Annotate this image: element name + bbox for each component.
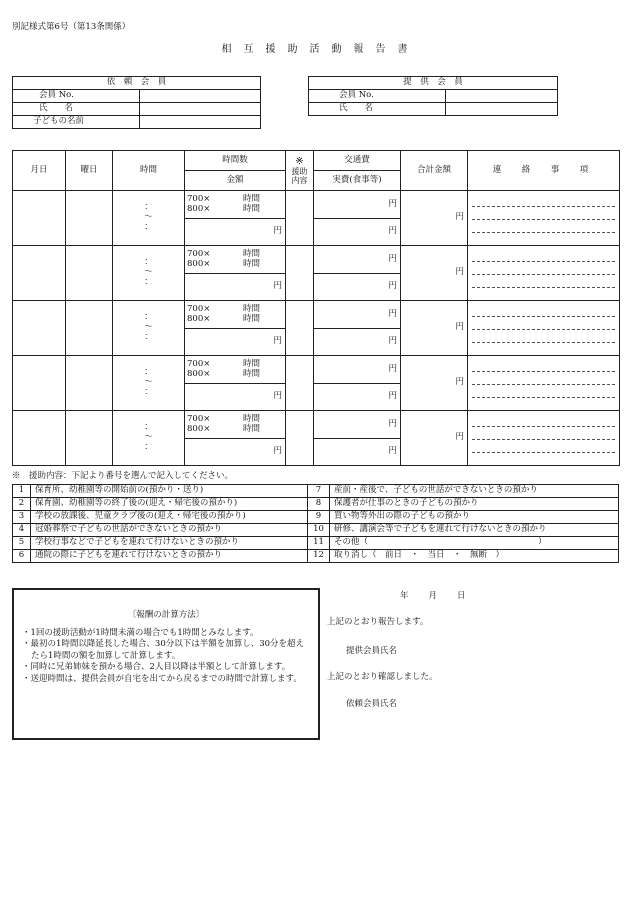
activity-row xyxy=(13,356,620,384)
transport-cell[interactable] xyxy=(314,411,401,439)
weekday-cell[interactable] xyxy=(66,356,113,411)
time-start: ： xyxy=(144,367,153,378)
option-row xyxy=(13,537,619,550)
yen-unit: 円 xyxy=(388,363,397,374)
total-cell[interactable] xyxy=(401,246,468,301)
total-cell[interactable] xyxy=(401,356,468,411)
provider-name-label: 氏 名 xyxy=(309,103,446,116)
notes-cell[interactable] xyxy=(468,301,620,356)
option-no: 4 xyxy=(13,524,31,537)
yen-unit: 円 xyxy=(273,446,282,457)
calc-item: ・最初の1時間以降延長した場合、30分以下は半額を加算し、30分を超えたら1時間の額を加算して計算します。 xyxy=(22,639,305,661)
yen-unit: 円 xyxy=(388,418,397,429)
requester-member-no-field[interactable] xyxy=(140,90,261,103)
calc-item: ・同時に兄弟姉妹を預かる場合、2人目以降は半額として計算します。 xyxy=(22,662,291,673)
total-cell[interactable] xyxy=(401,191,468,246)
col-amount: 金額 xyxy=(185,171,286,191)
option-row xyxy=(13,511,619,524)
rate-800: 800× xyxy=(187,423,211,434)
col-time: 時間 xyxy=(113,151,185,191)
time-end: ： xyxy=(144,331,153,342)
col-weekday: 曜日 xyxy=(66,151,113,191)
support-options-table xyxy=(12,484,619,563)
amount-cell[interactable] xyxy=(185,439,286,466)
rate-700: 700× xyxy=(187,358,211,369)
hours-unit: 時間 xyxy=(243,313,261,324)
yen-unit: 円 xyxy=(388,336,397,347)
time-start: ： xyxy=(144,312,153,323)
hours-unit: 時間 xyxy=(243,303,261,314)
yen-unit: 円 xyxy=(388,391,397,402)
yen-unit: 円 xyxy=(455,377,464,388)
actual-cost-cell[interactable] xyxy=(314,219,401,246)
amount-cell[interactable] xyxy=(185,219,286,246)
amount-cell[interactable] xyxy=(185,384,286,411)
time-tilde: ～ xyxy=(144,377,153,388)
option-text: 研修、講演会等で子どもを連れて行けないときの預かり xyxy=(330,524,619,537)
provider-member-no-field[interactable] xyxy=(446,90,558,103)
support-cell[interactable] xyxy=(286,301,314,356)
page-title: 相 互 援 助 活 動 報 告 書 xyxy=(221,44,409,55)
yen-unit: 円 xyxy=(273,281,282,292)
hours-cell[interactable] xyxy=(185,356,286,384)
calc-method-box xyxy=(12,588,320,740)
rate-800: 800× xyxy=(187,203,211,214)
provider-signature-label: 提供会員氏名 xyxy=(346,646,398,656)
option-text: その他（ ） xyxy=(330,537,619,550)
calc-list xyxy=(22,628,310,685)
time-start: ： xyxy=(144,202,153,213)
option-row xyxy=(13,485,619,498)
time-tilde: ～ xyxy=(144,267,153,278)
amount-cell[interactable] xyxy=(185,329,286,356)
actual-cost-cell[interactable] xyxy=(314,329,401,356)
option-text: 冠婚葬祭で子どもの世話ができないときの預かり xyxy=(31,524,308,537)
time-end: ： xyxy=(144,386,153,397)
option-no: 8 xyxy=(308,498,330,511)
weekday-cell[interactable] xyxy=(66,411,113,466)
support-cell[interactable] xyxy=(286,411,314,466)
option-text: 産前・産後で、子どもの世話ができないときの預かり xyxy=(330,485,619,498)
col-actual-cost: 実費(食事等) xyxy=(314,171,401,191)
option-no: 9 xyxy=(308,511,330,524)
option-text: 保護者が仕事のときの子どもの預かり xyxy=(330,498,619,511)
time-cell[interactable] xyxy=(113,246,185,301)
option-no: 7 xyxy=(308,485,330,498)
option-text: 保育所、幼稚園等の開始前の(預かり・送り) xyxy=(31,485,308,498)
requester-name-field[interactable] xyxy=(140,103,261,116)
actual-cost-cell[interactable] xyxy=(314,439,401,466)
support-cell[interactable] xyxy=(286,356,314,411)
hours-unit: 時間 xyxy=(243,358,261,369)
activity-row xyxy=(13,246,620,274)
form-code: 別記様式第6号（第13条関係） xyxy=(12,22,131,32)
provider-table xyxy=(308,76,558,116)
col-support-label: 援助内容 xyxy=(291,167,308,186)
requester-signature-label: 依頼会員氏名 xyxy=(346,699,398,709)
notes-cell[interactable] xyxy=(468,411,620,466)
hours-unit: 時間 xyxy=(243,248,261,259)
date-cell[interactable] xyxy=(13,246,66,301)
time-cell[interactable] xyxy=(113,411,185,466)
calc-item: ・送迎時間は、提供会員が自宅を出てから戻るまでの時間で計算します。 xyxy=(22,673,302,684)
amount-cell[interactable] xyxy=(185,274,286,301)
date-cell[interactable] xyxy=(13,301,66,356)
yen-unit: 円 xyxy=(388,198,397,209)
col-transport: 交通費 xyxy=(314,151,401,171)
confirm-statement: 上記のとおり確認しました。 xyxy=(327,672,438,682)
col-support-mark: ※ xyxy=(295,155,304,167)
option-text: 学校行事などで子どもを連れて行けないときの預かり xyxy=(31,537,308,550)
weekday-cell[interactable] xyxy=(66,246,113,301)
option-no: 12 xyxy=(308,550,330,563)
rate-700: 700× xyxy=(187,413,211,424)
transport-cell[interactable] xyxy=(314,301,401,329)
date-cell[interactable] xyxy=(13,356,66,411)
time-tilde: ～ xyxy=(144,322,153,333)
hours-cell[interactable] xyxy=(185,411,286,439)
yen-unit: 円 xyxy=(388,308,397,319)
report-date: 年 月 日 xyxy=(400,591,467,601)
hours-unit: 時間 xyxy=(243,368,261,379)
rate-700: 700× xyxy=(187,303,211,314)
actual-cost-cell[interactable] xyxy=(314,274,401,301)
time-end: ： xyxy=(144,276,153,287)
option-no: 6 xyxy=(13,550,31,563)
requester-table xyxy=(12,76,261,129)
yen-unit: 円 xyxy=(455,212,464,223)
notes-cell[interactable] xyxy=(468,356,620,411)
weekday-cell[interactable] xyxy=(66,191,113,246)
rate-700: 700× xyxy=(187,248,211,259)
hours-cell[interactable] xyxy=(185,191,286,219)
total-cell[interactable] xyxy=(401,411,468,466)
date-cell[interactable] xyxy=(13,411,66,466)
yen-unit: 円 xyxy=(388,226,397,237)
col-date: 月日 xyxy=(13,151,66,191)
option-text: 取り消し（ 前日 ・ 当日 ・ 無断 ） xyxy=(330,550,619,563)
provider-name-field[interactable] xyxy=(446,103,558,116)
option-no: 10 xyxy=(308,524,330,537)
requester-member-no-label: 会員 No. xyxy=(13,90,140,103)
option-row xyxy=(13,498,619,511)
yen-unit: 円 xyxy=(388,446,397,457)
date-cell[interactable] xyxy=(13,191,66,246)
activity-row xyxy=(13,411,620,439)
activity-table xyxy=(12,150,620,466)
hours-unit: 時間 xyxy=(243,423,261,434)
option-text: 保育園、幼稚園等の終了後の(迎え・帰宅後の預かり) xyxy=(31,498,308,511)
rate-800: 800× xyxy=(187,368,211,379)
time-tilde: ～ xyxy=(144,212,153,223)
time-cell[interactable] xyxy=(113,191,185,246)
yen-unit: 円 xyxy=(273,391,282,402)
provider-member-no-label: 会員 No. xyxy=(309,90,446,103)
col-total: 合計金額 xyxy=(401,151,468,191)
option-row xyxy=(13,524,619,537)
yen-unit: 円 xyxy=(273,336,282,347)
rate-800: 800× xyxy=(187,258,211,269)
calc-item: ・1回の援助活動が1時間未満の場合でも1時間とみなします。 xyxy=(22,628,259,638)
weekday-cell[interactable] xyxy=(66,301,113,356)
time-end: ： xyxy=(144,441,153,452)
option-text: 通院の際に子どもを連れて行けないときの預かり xyxy=(31,550,308,563)
support-note: ※ 援助内容：下記より番号を選んで記入してください。 xyxy=(12,471,234,481)
option-no: 3 xyxy=(13,511,31,524)
option-no: 2 xyxy=(13,498,31,511)
hours-unit: 時間 xyxy=(243,413,261,424)
option-no: 5 xyxy=(13,537,31,550)
col-support xyxy=(286,151,314,191)
rate-800: 800× xyxy=(187,313,211,324)
hours-unit: 時間 xyxy=(243,193,261,204)
time-cell[interactable] xyxy=(113,356,185,411)
transport-cell[interactable] xyxy=(314,191,401,219)
option-no: 11 xyxy=(308,537,330,550)
time-end: ： xyxy=(144,221,153,232)
child-name-label: 子どもの名前 xyxy=(13,116,140,129)
yen-unit: 円 xyxy=(388,253,397,264)
col-hours: 時間数 xyxy=(185,151,286,171)
yen-unit: 円 xyxy=(388,281,397,292)
time-start: ： xyxy=(144,257,153,268)
requester-heading: 依 頼 会 員 xyxy=(13,77,261,90)
yen-unit: 円 xyxy=(455,322,464,333)
yen-unit: 円 xyxy=(273,226,282,237)
transport-cell[interactable] xyxy=(314,356,401,384)
time-cell[interactable] xyxy=(113,301,185,356)
activity-row xyxy=(13,191,620,219)
time-start: ： xyxy=(144,422,153,433)
notes-cell[interactable] xyxy=(468,246,620,301)
notes-cell[interactable] xyxy=(468,191,620,246)
col-notes: 連 絡 事 項 xyxy=(468,151,620,191)
hours-unit: 時間 xyxy=(243,258,261,269)
calc-heading: 〔報酬の計算方法〕 xyxy=(127,610,205,620)
hours-cell[interactable] xyxy=(185,246,286,274)
time-tilde: ～ xyxy=(144,432,153,443)
provider-heading: 提 供 会 員 xyxy=(309,77,558,90)
hours-unit: 時間 xyxy=(243,203,261,214)
child-name-field[interactable] xyxy=(140,116,261,129)
total-cell[interactable] xyxy=(401,301,468,356)
transport-cell[interactable] xyxy=(314,246,401,274)
yen-unit: 円 xyxy=(455,432,464,443)
activity-row xyxy=(13,301,620,329)
report-statement: 上記のとおり報告します。 xyxy=(327,617,429,627)
support-cell[interactable] xyxy=(286,191,314,246)
option-text: 学校の放課後、児童クラブ後の(迎え・帰宅後の預かり) xyxy=(31,511,308,524)
actual-cost-cell[interactable] xyxy=(314,384,401,411)
requester-name-label: 氏 名 xyxy=(13,103,140,116)
hours-cell[interactable] xyxy=(185,301,286,329)
option-row xyxy=(13,550,619,563)
option-text: 買い物等外出の際の子どもの預かり xyxy=(330,511,619,524)
rate-700: 700× xyxy=(187,193,211,204)
option-no: 1 xyxy=(13,485,31,498)
yen-unit: 円 xyxy=(455,267,464,278)
support-cell[interactable] xyxy=(286,246,314,301)
